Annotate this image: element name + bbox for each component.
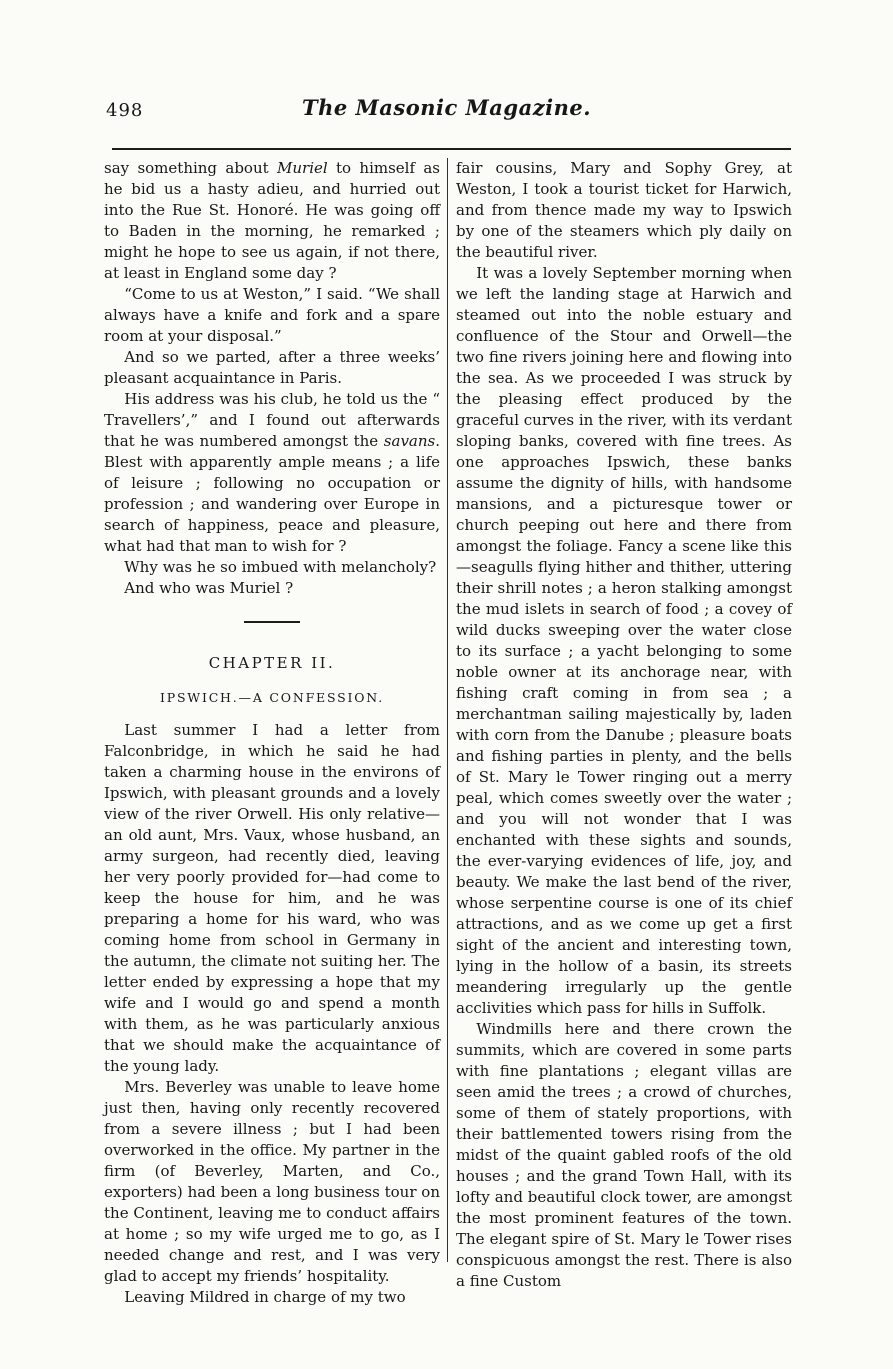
text-run: . Blest with apparently ample means ; a life of leisure ; following no occupation or profession ; and wandering over Europe in search of happiness, peace and pleasure, what had that man to wish for ? <box>104 432 440 555</box>
paragraph <box>104 284 440 347</box>
paragraph <box>456 263 792 1019</box>
text-run: Windmills here and there crown the summits, which are covered in some parts with fine plantations ; elegant villas are seen amid the trees ; a crowd of churches, some of them of stately proportions, with their battlemented towers rising from the midst of the quaint gabled roofs of the old houses ; and the grand Town Hall, with its lofty and beautiful clock tower, are amongst the most prominent features of the town. The elegant spire of St. Mary le Tower rises conspicuous amongst the rest. There is also a fine Custom <box>456 1020 792 1290</box>
right-column <box>456 158 792 1292</box>
text-run: And so we parted, after a three weeks’ pleasant acquaintance in Paris. <box>104 348 440 387</box>
paragraph <box>104 1287 440 1308</box>
text-run: to himself as he bid us a hasty adieu, and hurried out into the Rue St. Honoré. He was going off to Baden in the morning, he remarked ; might he hope to see us again, if not there, at least in England some day ? <box>104 159 441 282</box>
paragraph <box>104 1077 440 1287</box>
text-run: say something about <box>104 159 277 177</box>
paragraph <box>456 1019 792 1292</box>
text-run: fair cousins, Mary and Sophy Grey, at Weston, I took a tourist ticket for Harwich, and from thence made my way to Ipswich by one of the steamers which ply daily on the beautiful river. <box>456 159 792 261</box>
text-run: It was a lovely September morning when we left the landing stage at Harwich and steamed out into the noble estuary and confluence of the Stour and Orwell—the two fine rivers joining here and flowing into the sea. As we proceeded I was struck by the pleasing effect produced by the graceful curves in the river, with its verdant sloping banks, covered with fine trees. As one approaches Ipswich, these banks assume the dignity of hills, with handsome mansions, and a picturesque tower or church peeping out here and there from amongst the foliage. Fancy a scene like this—seagulls flying hither and thither, uttering their shrill notes ; a heron stalking amongst the mud islets in search of food ; a covey of wild ducks sweeping over the water close to its surface ; a yacht belonging to some noble owner at its anchorage near, with fishing craft coming in from sea ; a merchantman sailing majestically by, laden with corn from the Danube ; pleasure boats and fishing parties in plenty, and the bells of St. Mary le Tower ringing out a merry peal, which comes sweetly over the water ; and you will not wonder that I was enchanted with these sights and sounds, the ever-varying evidences of life, joy, and beauty. We make the last bend of the river, whose serpentine course is one of its chief attractions, and as we come up get a first sight of the ancient and interesting town, lying in the hollow of a basin, its streets meandering irregularly up the gentle acclivities which pass for hills in Suffolk. <box>456 264 792 1017</box>
text-run: Leaving Mildred in charge of my two <box>124 1288 406 1306</box>
italic-text-run: savans <box>383 432 436 450</box>
text-run: Last summer I had a letter from Falconbridge, in which he said he had taken a charming house in the environs of Ipswich, with pleasant grounds and a lovely view of the river Orwell. His only relative—an old aunt, Mrs. Vaux, whose husband, an army surgeon, had recently died, leaving her very poorly provided for—had come to keep the house for him, and he was preparing a home for his ward, who was coming home from school in Germany in the autumn, the climate not suiting her. The letter ended by expressing a hope that my wife and I would go and spend a month with them, as he was particularly anxious that we should make the acquaintance of the young lady. <box>104 721 440 1075</box>
magazine-title: The Masonic Magazine. <box>301 95 592 120</box>
column-divider <box>447 158 448 1262</box>
left-column <box>104 158 440 1308</box>
text-run: And who was Muriel ? <box>124 579 294 597</box>
header-rule <box>112 148 791 150</box>
chapter-subheading: IPSWICH.—A CONFESSION. <box>160 690 384 705</box>
text-columns <box>104 158 792 1308</box>
italic-text-run: Muriel <box>277 159 328 177</box>
text-run: Why was he so imbued with melancholy? <box>124 558 437 576</box>
paragraph <box>104 158 440 284</box>
paragraph <box>104 389 440 557</box>
text-run: “Come to us at Weston,” I said. “We shall always have a knife and fork and a spare room at your disposal.” <box>104 285 440 345</box>
chapter-heading: CHAPTER II. <box>208 654 336 672</box>
paragraph <box>104 557 440 578</box>
section-divider <box>244 621 300 623</box>
page-number: 498 <box>106 100 144 121</box>
text-run: His address was his club, he told us the “ Travellers’,” and I found out afterwards that he was numbered amongst the <box>104 390 440 450</box>
paragraph <box>456 158 792 263</box>
paragraph <box>104 720 440 1077</box>
paragraph <box>104 347 440 389</box>
paragraph <box>104 578 440 599</box>
text-run: Mrs. Beverley was unable to leave home just then, having only recently recovered from a severe illness ; but I had been overworked in the office. My partner in the firm (of Beverley, Marten, and Co., exporters) had been a long business tour on the Continent, leaving me to conduct affairs at home ; so my wife urged me to go, as I needed change and rest, and I was very glad to accept my friends’ hospitality. <box>104 1078 440 1285</box>
